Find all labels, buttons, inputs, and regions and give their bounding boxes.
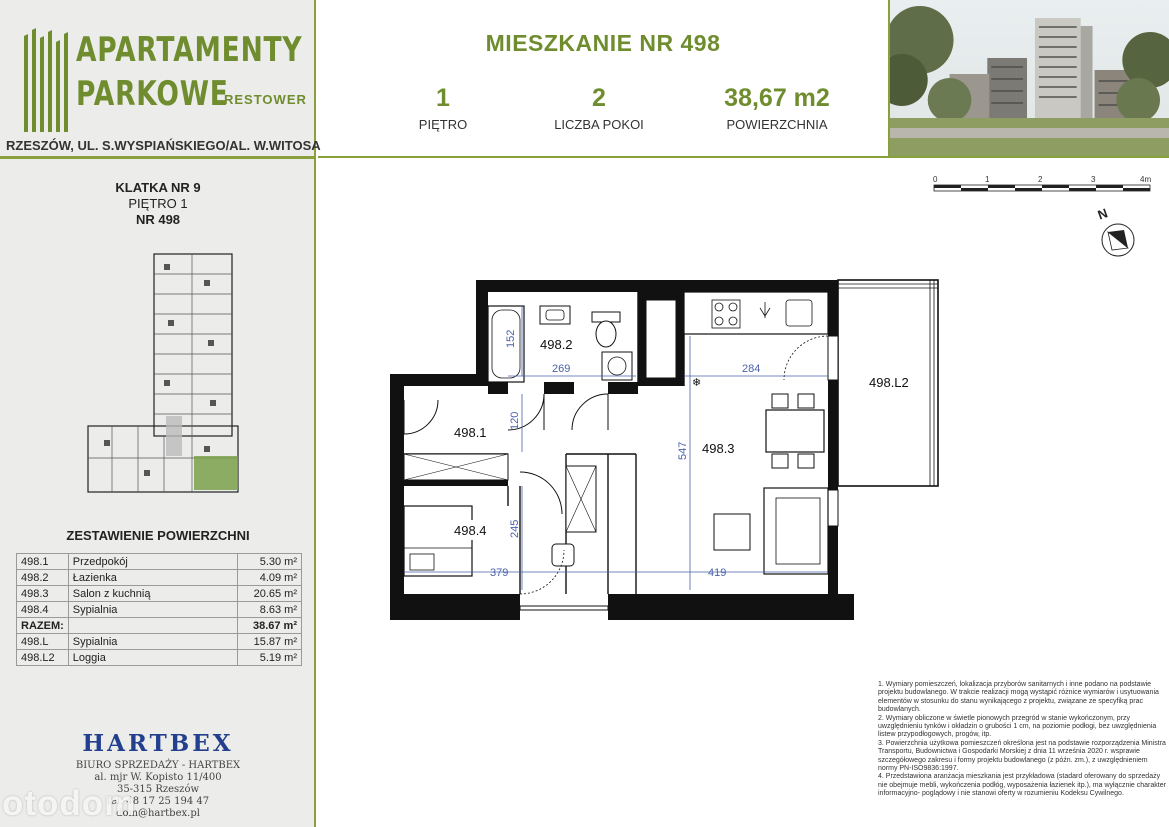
header bbox=[318, 0, 888, 156]
brand-sub: RESTOWER bbox=[224, 92, 307, 107]
north-arrow-icon bbox=[1094, 204, 1144, 260]
areas-title: ZESTAWIENIE POWIERZCHNI bbox=[66, 528, 250, 543]
company-logo: HARTBEX bbox=[82, 730, 234, 757]
room-label: 498.L2 bbox=[869, 375, 909, 390]
dimension-label: 269 bbox=[552, 363, 571, 375]
scale-tick-label: 1 bbox=[985, 175, 990, 184]
left-sidebar bbox=[0, 0, 321, 827]
dimension-label: 379 bbox=[490, 567, 509, 579]
table-row: 498.3 Salon z kuchnią 20.65 m² bbox=[17, 586, 302, 602]
divider bbox=[0, 156, 316, 159]
table-row: 498.2 Łazienka 4.09 m² bbox=[17, 570, 302, 586]
stat-rooms: 2 LICZBA POKOI bbox=[554, 84, 644, 132]
dimension-label: 419 bbox=[708, 567, 727, 579]
brand-line2: PARKOWE bbox=[76, 74, 229, 114]
table-row: 498.4 Sypialnia 8.63 m² bbox=[17, 602, 302, 618]
company-contact: BIURO SPRZEDAŻY - HARTBEX al. mjr W. Kopisto 11/400 35-315 Rzeszów tel. 48 17 25 194 47 dom@hartbex.pl bbox=[75, 760, 241, 819]
page-title: MIESZKANIE NR 498 bbox=[485, 30, 721, 56]
brand-line1: APARTAMENTY bbox=[76, 30, 303, 70]
table-row: 498.1 Przedpokój 5.30 m² bbox=[17, 554, 302, 570]
klatka-number: NR 498 bbox=[135, 212, 181, 227]
dimension-label: 245 bbox=[509, 519, 521, 538]
building-photo bbox=[888, 0, 1169, 156]
areas-table bbox=[16, 553, 302, 666]
svg-text:❄: ❄ bbox=[692, 376, 702, 389]
klatka-info bbox=[0, 180, 316, 228]
table-row: 498.L2 Loggia 5.19 m² bbox=[17, 650, 302, 666]
room-label: 498.3 bbox=[702, 441, 735, 456]
dimension-label: 547 bbox=[677, 441, 689, 460]
klatka-floor: PIĘTRO 1 bbox=[128, 196, 188, 211]
watermark: otodom bbox=[2, 784, 137, 823]
floor-plan bbox=[380, 276, 960, 626]
stat-area: 38,67 m2 POWIERZCHNIA bbox=[724, 84, 830, 132]
scale-tick-label: 3 bbox=[1091, 175, 1096, 184]
address: RZESZÓW, UL. S.WYSPIAŃSKIEGO/AL. W.WITOSA bbox=[6, 138, 321, 153]
dimension-label: 284 bbox=[742, 363, 761, 375]
svg-text:N: N bbox=[1095, 205, 1110, 223]
scale-bar bbox=[930, 172, 1162, 198]
dimension-label: 120 bbox=[509, 411, 521, 430]
brand-logo bbox=[18, 26, 308, 136]
scale-tick-label: 0 bbox=[933, 175, 938, 184]
table-total-row: RAZEM: 38.67 m² bbox=[17, 618, 302, 634]
room-label: 498.2 bbox=[540, 337, 573, 352]
stat-floor: 1 PIĘTRO bbox=[418, 84, 468, 132]
table-row: 498.L Sypialnia 15.87 m² bbox=[17, 634, 302, 650]
room-label: 498.4 bbox=[454, 523, 487, 538]
building-keyplan bbox=[84, 250, 244, 500]
header-divider bbox=[318, 156, 1169, 158]
klatka-label: KLATKA NR 9 bbox=[115, 180, 201, 195]
logo-bars-icon bbox=[18, 28, 72, 132]
dimension-label: 152 bbox=[505, 329, 517, 348]
disclaimer-notes: 1. Wymiary pomieszczeń, lokalizacja przyborów sanitarnych i inne podano na podstawie projektu budowlanego. W trakcie realizacji mogą wystąpić różnice wymiarów i usytuowania elementów w stosunku do stanu wynikającego z projektu, związane ze specyfiką prac budowlanych. 2. Wymiary obliczone w świetle pionowych przegród w stanie wykończonym, przy uwzględnieniu tynków i okładzin o grubości 1 cm, na poziomie podłogi, bez uwzględnienia listew przypodłogowych, progów, itp. 3. Powierzchnia użytkowa pomieszczeń określona jest na podstawie rozporządzenia Ministra Transportu, Budownictwa i Gospodarki Morskiej z dnia 11 września 2020 r. wsprawie szczegółowego zakresu i formy projektu budowlanego (z późn. zm.), z uwzględnieniem normy PN-ISO9836:1997. 4. Przedstawiona aranżacja mieszkania jest przykładowa (stadard oferowany do sprzedaży nie obejmuje mebli, wykończenia podłóg, wyposażenia łazienek itp.), ma wyłącznie charakter informacyjno- poglądowy i nie stanowi oferty w rozumieniu Kodeksu Cywilnego. bbox=[878, 681, 1166, 798]
scale-tick-label: 4m bbox=[1140, 175, 1152, 184]
scale-tick-label: 2 bbox=[1038, 175, 1043, 184]
room-label: 498.1 bbox=[454, 425, 487, 440]
